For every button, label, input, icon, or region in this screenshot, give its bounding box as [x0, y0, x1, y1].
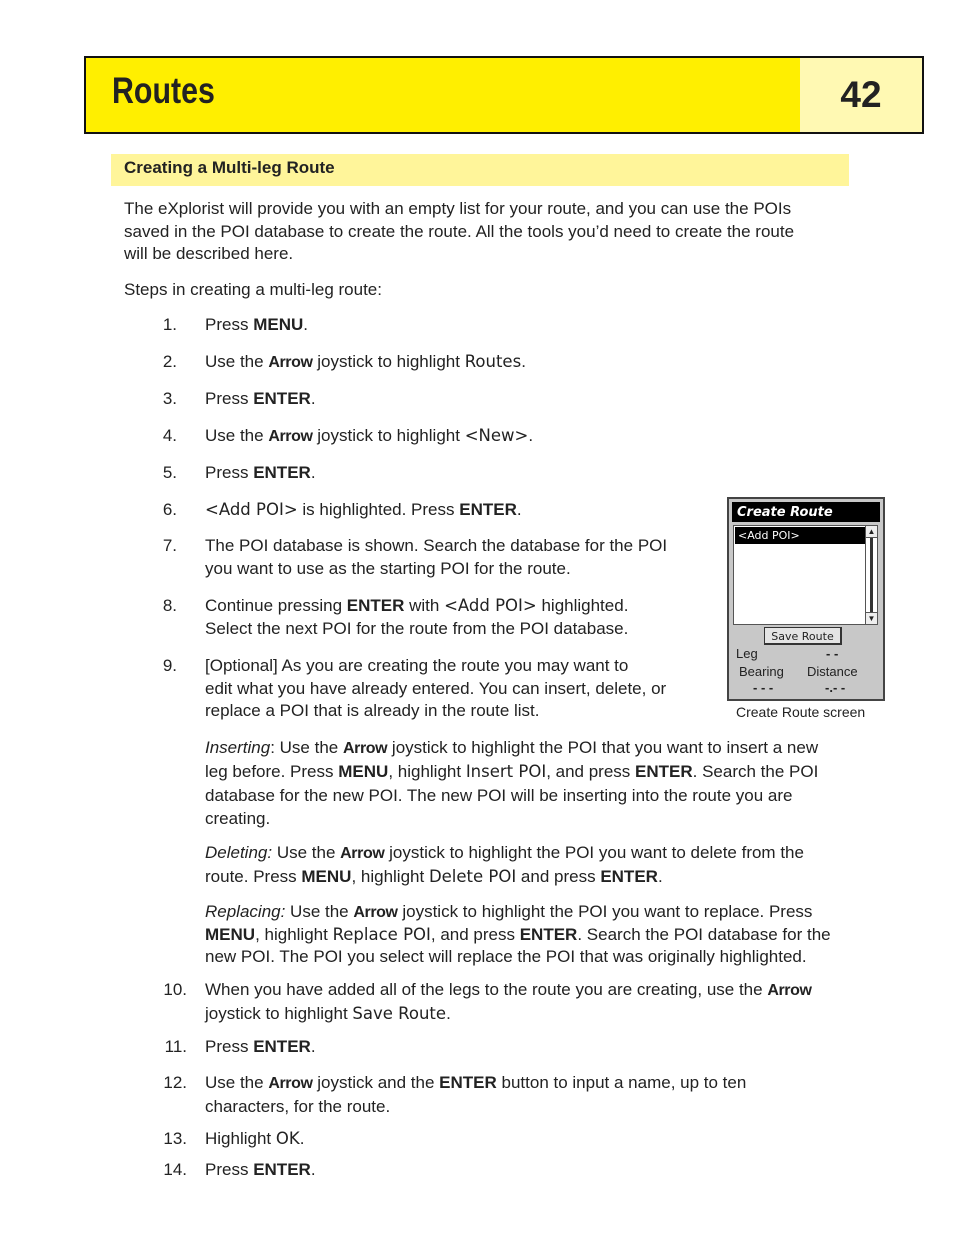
- inserting-paragraph: [205, 736, 818, 830]
- step-number: 10.: [163, 980, 187, 999]
- bearing-label: Bearing: [739, 664, 784, 679]
- screen-term: <Add POI>: [444, 596, 537, 615]
- step-text: . Search the POI database for the: [577, 925, 831, 944]
- step-11: [205, 1036, 316, 1059]
- step-line: database for the new POI. The new POI will be inserting into the route you are: [205, 785, 793, 805]
- step-number: 7.: [162, 536, 177, 555]
- step-text: .: [299, 1129, 305, 1148]
- add-poi-item: <Add POI>: [735, 527, 865, 544]
- screen-term: Replace POI: [332, 925, 431, 944]
- enter-key: ENTER: [519, 925, 578, 944]
- step-text: Use the: [205, 426, 269, 445]
- step-text: .: [310, 463, 316, 482]
- step-text: is highlighted. Press: [297, 500, 460, 519]
- step-text: , highlight: [388, 762, 466, 782]
- step-text: Press: [205, 389, 254, 408]
- step-text: Continue pressing: [205, 596, 347, 615]
- step-text: Use the: [272, 843, 341, 862]
- leg-value: - -: [826, 646, 839, 661]
- step-5: [205, 462, 316, 485]
- step-line: [Optional] As you are creating the route you may want to: [205, 656, 629, 675]
- scroll-up-icon: ▲: [867, 527, 876, 536]
- bearing-value: - - -: [753, 680, 774, 695]
- step-number: 4.: [162, 426, 177, 445]
- arrow-key: Arrow: [353, 904, 398, 921]
- step-text: , and press: [430, 925, 520, 944]
- step-text: joystick to highlight: [312, 426, 465, 445]
- step-1: [205, 314, 308, 337]
- step-text: .: [310, 1160, 316, 1179]
- intro-line: The eXplorist will provide you with an empty list for your route, and you can use the POIs: [124, 199, 792, 218]
- step-text: Use the: [205, 1073, 269, 1092]
- step-text: joystick and the: [312, 1073, 440, 1092]
- arrow-key: Arrow: [342, 740, 388, 757]
- step-9: [205, 655, 666, 723]
- screen-title: Create Route: [732, 502, 880, 522]
- step-line: new POI. The POI you select will replace the POI that was originally highlighted.: [205, 947, 807, 966]
- distance-label: Distance: [807, 664, 858, 679]
- replacing-label: Replacing:: [205, 902, 286, 921]
- screen-term: Insert POI: [465, 762, 547, 782]
- step-text: Highlight: [205, 1129, 276, 1148]
- step-text: , highlight: [351, 867, 429, 887]
- distance-value: -.- -: [825, 680, 846, 695]
- figure-caption: Create Route screen: [736, 704, 866, 720]
- menu-key: MENU: [301, 867, 352, 887]
- step-number: 11.: [164, 1037, 187, 1056]
- step-6: [205, 499, 522, 522]
- arrow-key: Arrow: [767, 982, 812, 999]
- enter-key: ENTER: [635, 762, 693, 782]
- deleting-label: Deleting:: [205, 843, 273, 862]
- step-text: joystick to highlight the POI that you want to insert a new: [387, 738, 819, 757]
- step-number: 6.: [162, 500, 177, 519]
- step-text: .: [310, 1037, 316, 1056]
- enter-key: ENTER: [600, 867, 658, 887]
- step-text: button to input a name, up to ten: [496, 1073, 747, 1092]
- step-number: 2.: [162, 352, 177, 371]
- step-text: joystick to highlight the POI you want to delete from the: [384, 843, 804, 862]
- step-text: .: [528, 426, 534, 445]
- step-12: [205, 1072, 746, 1118]
- step-number: 13.: [163, 1129, 187, 1148]
- intro-paragraph: [124, 198, 794, 266]
- step-text: leg before. Press: [205, 762, 339, 782]
- menu-key: MENU: [253, 315, 304, 334]
- step-text: Use the: [285, 902, 354, 921]
- menu-key: MENU: [338, 762, 389, 782]
- step-line: edit what you have already entered. You can insert, delete, or: [205, 678, 667, 698]
- step-3: [205, 388, 316, 411]
- step-text: Press: [205, 1160, 254, 1179]
- step-text: .: [310, 389, 316, 408]
- page-title: Routes: [112, 70, 215, 111]
- step-text: .: [446, 1003, 451, 1023]
- step-8: [205, 595, 628, 640]
- step-line: characters, for the route.: [205, 1096, 391, 1116]
- menu-key: MENU: [205, 925, 256, 944]
- step-line: Select the next POI for the route from the POI database.: [205, 618, 629, 638]
- step-text: . Search the POI: [692, 762, 819, 782]
- intro-line: saved in the POI database to create the route. All the tools you’d need to create the route: [124, 221, 795, 241]
- save-route-button: Save Route: [764, 627, 842, 645]
- step-text: joystick to highlight: [205, 1003, 353, 1023]
- step-text: Press: [205, 315, 254, 334]
- step-text: route. Press: [205, 867, 302, 887]
- screen-term: Save Route: [352, 1003, 447, 1023]
- step-number: 3.: [162, 389, 177, 408]
- step-number: 14.: [163, 1160, 187, 1179]
- scroll-down-icon: ▼: [867, 614, 876, 623]
- step-number: 12.: [163, 1073, 187, 1092]
- step-line: you want to use as the starting POI for the route.: [205, 558, 571, 578]
- step-line: replace a POI that is already in the route list.: [205, 701, 540, 720]
- arrow-key: Arrow: [268, 354, 313, 371]
- page-header: [84, 56, 924, 134]
- inserting-label: Inserting: [205, 738, 271, 757]
- replacing-paragraph: [205, 901, 831, 968]
- step-text: .: [521, 352, 526, 371]
- step-number: 9.: [162, 656, 177, 675]
- step-text: When you have added all of the legs to the route you are creating, use the: [205, 980, 768, 999]
- step-text: , and press: [546, 762, 636, 782]
- step-4: [205, 425, 533, 449]
- step-text: .: [303, 315, 308, 334]
- step-number: 1.: [162, 315, 177, 334]
- step-text: .: [516, 500, 522, 519]
- step-13: [205, 1128, 304, 1151]
- step-7: [205, 535, 667, 580]
- step-text: and press: [516, 867, 601, 887]
- enter-key: ENTER: [253, 1037, 311, 1056]
- step-number: 5.: [162, 463, 177, 482]
- screen-term: <New>: [464, 426, 529, 445]
- route-list: [733, 525, 867, 625]
- section-title: Creating a Multi-leg Route: [111, 154, 849, 186]
- screen-term: <Add POI>: [205, 500, 298, 519]
- step-text: joystick to highlight: [312, 352, 465, 371]
- step-text: joystick to highlight the POI you want to replace. Press: [397, 902, 813, 921]
- page-number: 42: [800, 58, 922, 132]
- screen-term: Routes: [464, 352, 522, 371]
- step-line: creating.: [205, 808, 271, 828]
- enter-key: ENTER: [253, 389, 311, 408]
- steps-intro: Steps in creating a multi-leg route:: [124, 280, 382, 299]
- create-route-screen: [727, 497, 885, 701]
- step-number: 8.: [162, 596, 177, 615]
- step-10: [205, 979, 812, 1025]
- screen-term: Delete POI: [428, 867, 517, 887]
- arrow-key: Arrow: [268, 428, 313, 445]
- step-text: Press: [205, 1037, 254, 1056]
- enter-key: ENTER: [253, 463, 311, 482]
- step-text: Use the: [205, 352, 269, 371]
- arrow-key: Arrow: [268, 1075, 313, 1092]
- step-text: with: [404, 596, 445, 615]
- screen-term: OK: [275, 1129, 300, 1148]
- step-text: .: [657, 867, 663, 887]
- deleting-paragraph: [205, 841, 804, 889]
- step-14: [205, 1159, 316, 1182]
- step-text: , highlight: [255, 925, 333, 944]
- enter-key: ENTER: [253, 1160, 311, 1179]
- enter-key: ENTER: [346, 596, 405, 615]
- step-text: highlighted.: [536, 596, 629, 615]
- intro-line: will be described here.: [124, 244, 294, 263]
- step-line: The POI database is shown. Search the database for the POI: [205, 536, 668, 555]
- step-2: [205, 351, 526, 375]
- enter-key: ENTER: [459, 500, 517, 519]
- scrollbar: [865, 525, 878, 625]
- step-text: Press: [205, 463, 254, 482]
- step-text: : Use the: [270, 738, 343, 757]
- scroll-thumb: [870, 538, 873, 612]
- enter-key: ENTER: [439, 1073, 497, 1092]
- leg-label: Leg: [736, 646, 758, 661]
- arrow-key: Arrow: [340, 845, 385, 862]
